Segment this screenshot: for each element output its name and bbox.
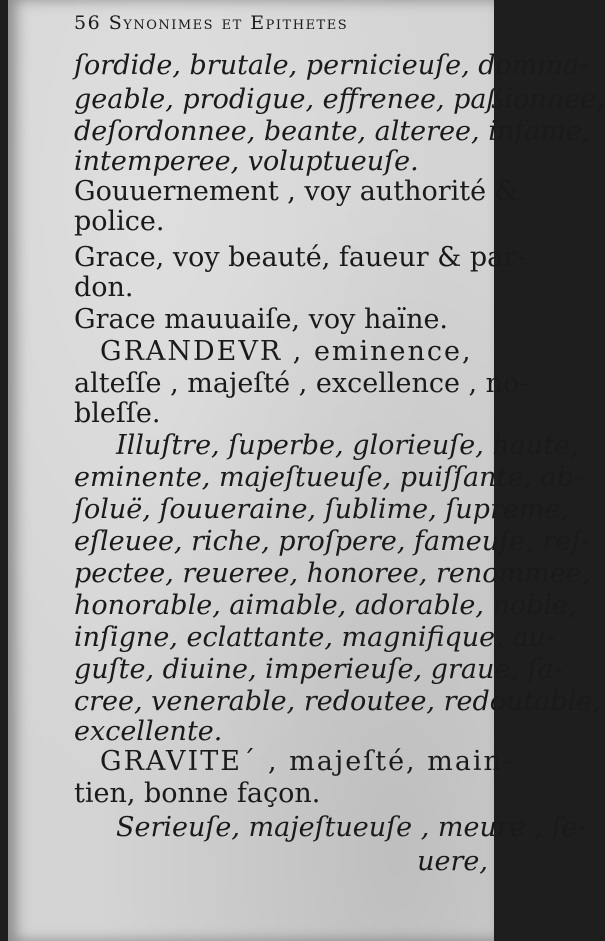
heading-grauite: GRAVITE´ , majeſté, main- (100, 746, 515, 777)
text-line: Illuſtre, ſuperbe, glorieuſe, haute, (116, 430, 579, 461)
text-line: alteſſe , majeſté , excellence , no- (74, 368, 529, 399)
entry-gouuernement: Gouuernement , voy authorité & (74, 176, 519, 207)
text-line: ſordide, brutale, pernicieuſe, domma- (74, 50, 589, 81)
text-line: eſleuee, riche, proſpere, fameuſe, reſ- (74, 526, 591, 557)
text-line: cree, venerable, redoutee, redoutable, (74, 686, 601, 717)
text-line: tien, bonne façon. (74, 778, 321, 809)
text-line: police. (74, 206, 165, 237)
text-line: ſoluë, ſouueraine, ſublime, ſupreme, (74, 494, 569, 525)
text-line: honorable, aimable, adorable, noble, (74, 590, 577, 621)
text-line: geable, prodigue, effrenee, paßionnee, (74, 84, 605, 115)
entry-grace: Grace, voy beauté, faueur & par- (74, 242, 526, 273)
text-line: bleſſe. (74, 398, 161, 429)
text-line: don. (74, 272, 134, 303)
text-line: eminente, majeſtueuſe, puiſſante, ab- (74, 462, 584, 493)
book-page (8, 0, 605, 941)
text-line: guſte, diuine, imperieuſe, graue, ſa- (74, 654, 563, 685)
text-line: inſigne, eclattante, magnifique, au- (74, 622, 555, 653)
entry-grace-mauuaise: Grace mauuaiſe, voy haïne. (74, 304, 449, 335)
text-line: intemperee, voluptueuſe. (74, 146, 419, 177)
text-line: Serieuſe, majeſtueuſe , meure , ſe- (116, 812, 587, 843)
text-line: pectee, reueree, honoree, renommee, (74, 558, 591, 589)
text-line: excellente. (74, 716, 223, 747)
text-line: deſordonnee, beante, alteree, infame, (74, 116, 591, 147)
catchword: uere, (417, 846, 488, 877)
running-head: 56 Synonimes et Epithetes (74, 12, 349, 34)
heading-grandeur: GRANDEVR , eminence, (100, 336, 473, 367)
